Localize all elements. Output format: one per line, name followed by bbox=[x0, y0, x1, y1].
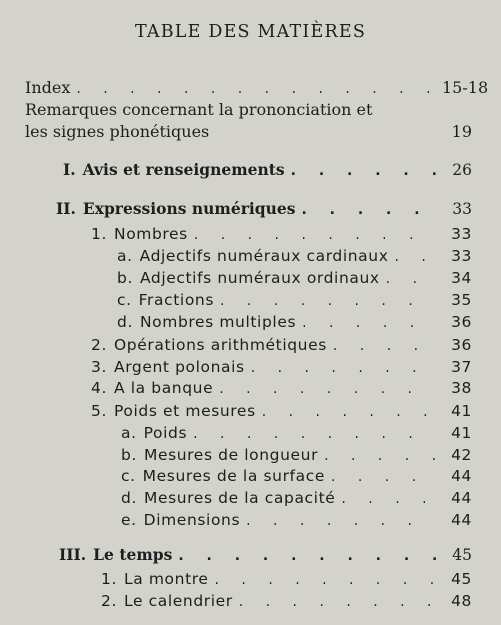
toc-page-number: 44 bbox=[451, 489, 472, 507]
leader-dots bbox=[302, 315, 436, 331]
leader-dots bbox=[251, 360, 436, 376]
leader-dots bbox=[394, 249, 436, 265]
toc-page-number: 38 bbox=[451, 379, 472, 397]
toc-entry bbox=[121, 467, 472, 485]
toc-section-number: I. bbox=[63, 160, 76, 179]
toc-entry-number: a. bbox=[117, 247, 133, 265]
toc-page-number: 15-18 bbox=[442, 78, 489, 97]
toc-page-number: 35 bbox=[451, 291, 472, 309]
toc-entry-number: c. bbox=[121, 467, 136, 485]
toc-entry-index bbox=[25, 78, 489, 97]
toc-section-2 bbox=[56, 199, 472, 218]
toc-page-number: 41 bbox=[451, 402, 472, 420]
toc-page-number: 45 bbox=[451, 570, 472, 588]
toc-page-number: 41 bbox=[451, 424, 472, 442]
toc-entry-title-continued: les signes phonétiques bbox=[25, 122, 210, 141]
leader-dots bbox=[239, 594, 436, 610]
leader-dots bbox=[291, 163, 436, 179]
toc-entry-number: d. bbox=[117, 313, 133, 331]
toc-page-number: 45 bbox=[452, 546, 472, 564]
toc-entry-number: c. bbox=[117, 291, 132, 309]
toc-entry-number: b. bbox=[117, 269, 133, 287]
toc-page-number: 33 bbox=[451, 247, 472, 265]
toc-page-number: 44 bbox=[451, 467, 472, 485]
toc-page-number: 42 bbox=[451, 446, 472, 464]
leader-dots bbox=[386, 271, 436, 287]
toc-entry bbox=[91, 402, 472, 420]
toc-entry-title: Nombres bbox=[114, 225, 188, 243]
toc-entry-title: Poids et mesures bbox=[114, 402, 256, 420]
toc-entry-title: Fractions bbox=[138, 291, 215, 309]
toc-entry-number: 1. bbox=[101, 570, 117, 588]
leader-dots bbox=[301, 202, 436, 218]
toc-page-number: 34 bbox=[451, 269, 472, 287]
toc-entry-title: Opérations arithmétiques bbox=[114, 336, 327, 354]
leader-dots bbox=[194, 227, 436, 243]
leader-dots bbox=[246, 513, 436, 529]
toc-entry-title: Mesures de la capacité bbox=[143, 489, 336, 507]
leader-dots bbox=[324, 448, 436, 464]
leader-dots bbox=[193, 426, 436, 442]
toc-entry bbox=[117, 291, 472, 309]
toc-entry-title: Poids bbox=[143, 424, 188, 442]
toc-page-number: 44 bbox=[451, 511, 472, 529]
toc-entry-title: Nombres multiples bbox=[139, 313, 297, 331]
toc-entry-number: a. bbox=[121, 424, 137, 442]
leader-dots bbox=[76, 81, 436, 97]
toc-entry-title: Le temps bbox=[93, 545, 173, 564]
toc-section-number: III. bbox=[59, 545, 87, 564]
toc-entry bbox=[91, 379, 472, 397]
toc-entry-number: 2. bbox=[91, 336, 107, 354]
toc-entry-title: Adjectifs numéraux ordinaux bbox=[139, 269, 380, 287]
toc-entry-title: Le calendrier bbox=[124, 592, 233, 610]
toc-entry bbox=[91, 358, 472, 376]
toc-page-number: 48 bbox=[451, 592, 472, 610]
toc-entry-title: Expressions numériques bbox=[82, 199, 296, 218]
toc-page-number: 19 bbox=[451, 122, 472, 141]
toc-entry-number: 1. bbox=[91, 225, 107, 243]
toc-entry bbox=[101, 570, 472, 588]
leader-dots bbox=[219, 381, 436, 397]
leader-dots bbox=[215, 572, 436, 588]
leader-dots bbox=[341, 491, 436, 507]
toc-entry bbox=[121, 489, 472, 507]
leader-dots bbox=[262, 404, 436, 420]
toc-page-number: 36 bbox=[451, 336, 472, 354]
toc-page-number: 37 bbox=[451, 358, 472, 376]
toc-entry-title: La montre bbox=[124, 570, 209, 588]
toc-entry bbox=[101, 592, 472, 610]
toc-entry bbox=[117, 313, 472, 331]
toc-entry bbox=[117, 269, 472, 287]
toc-entry bbox=[91, 336, 472, 354]
leader-dots bbox=[178, 548, 436, 564]
toc-entry bbox=[117, 247, 472, 265]
toc-entry-title: Mesures de longueur bbox=[143, 446, 319, 464]
toc-section-1 bbox=[63, 160, 472, 179]
toc-entry-title: Remarques concernant la prononciation et bbox=[25, 100, 373, 119]
toc-entry-title: Index bbox=[25, 78, 71, 97]
toc-entry bbox=[121, 446, 472, 464]
toc-entry bbox=[121, 511, 472, 529]
toc-entry-title: A la banque bbox=[114, 379, 214, 397]
toc-page-number: 26 bbox=[452, 161, 472, 179]
toc-section-3 bbox=[59, 545, 472, 564]
toc-page-number: 33 bbox=[452, 200, 472, 218]
toc-entry-number: 5. bbox=[91, 402, 107, 420]
toc-entry-number: e. bbox=[121, 511, 137, 529]
page-title: TABLE DES MATIÈRES bbox=[134, 22, 367, 42]
leader-dots bbox=[333, 338, 436, 354]
leader-dots bbox=[331, 469, 436, 485]
toc-entry-number: 2. bbox=[101, 592, 117, 610]
toc-entry bbox=[121, 424, 472, 442]
toc-entry-number: b. bbox=[121, 446, 137, 464]
toc-entry-title: Mesures de la surface bbox=[142, 467, 325, 485]
leader-dots bbox=[220, 293, 436, 309]
toc-entry-title: Avis et renseignements bbox=[82, 160, 285, 179]
toc-page-number: 33 bbox=[451, 225, 472, 243]
toc-section-number: II. bbox=[56, 199, 76, 218]
toc-entry-number: 3. bbox=[91, 358, 107, 376]
toc-page-number: 36 bbox=[451, 313, 472, 331]
toc-entry-remarques bbox=[25, 100, 472, 141]
toc-entry-number: 4. bbox=[91, 379, 107, 397]
toc-entry-title: Argent polonais bbox=[114, 358, 245, 376]
toc-entry-title: Dimensions bbox=[143, 511, 241, 529]
toc-entry-title: Adjectifs numéraux cardinaux bbox=[139, 247, 389, 265]
toc-entry bbox=[91, 225, 472, 243]
toc-entry-number: d. bbox=[121, 489, 137, 507]
